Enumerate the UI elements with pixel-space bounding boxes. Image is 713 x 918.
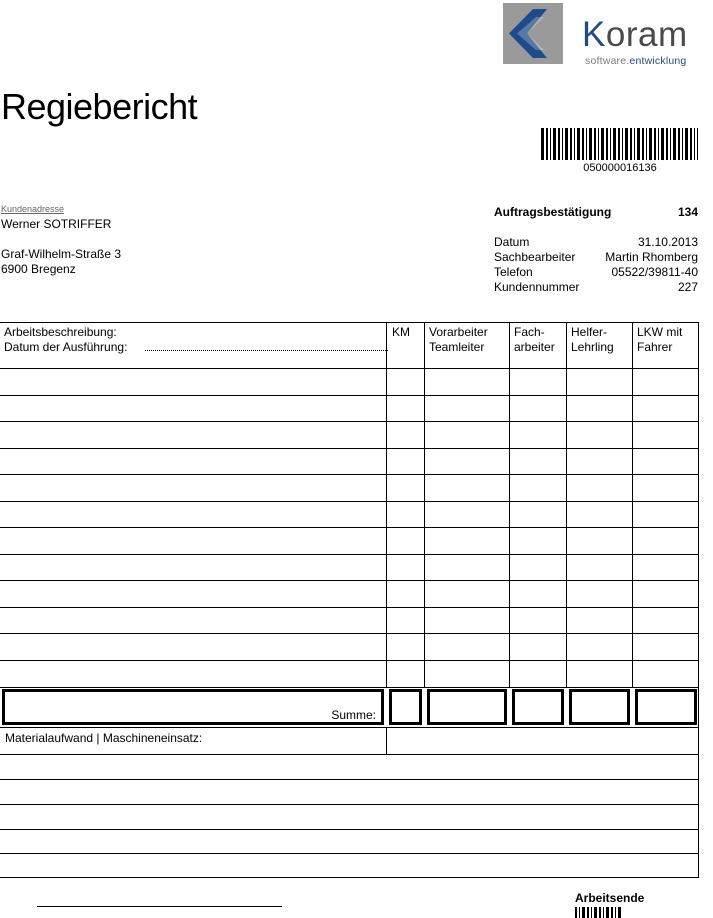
barcode-bar [577, 128, 580, 160]
info-label-date: Datum [494, 235, 530, 249]
header-truck-1: LKW mit [637, 325, 683, 339]
info-label-phone: Telefon [494, 265, 533, 279]
barcode-bar [646, 128, 647, 160]
header-foreman-1: Vorarbeiter [429, 325, 488, 339]
sum-label: Summe: [331, 708, 376, 722]
barcode-bar [601, 128, 604, 160]
barcode-bar [587, 907, 589, 918]
table-row-line [0, 421, 699, 422]
material-row-line [0, 779, 699, 780]
table-row-line [0, 448, 699, 449]
customer-address-label: Kundenadresse [1, 204, 65, 214]
barcode-bar [613, 128, 616, 160]
table-row-line [0, 633, 699, 634]
header-date: Datum der Ausführung: [4, 340, 128, 354]
barcode-number: 050000016136 [583, 162, 657, 174]
barcode-bar [682, 128, 683, 160]
barcode-bar [589, 128, 592, 160]
customer-name: Werner SOTRIFFER [1, 217, 112, 231]
barcode-bar [594, 128, 596, 160]
header-description: Arbeitsbeschreibung: [4, 325, 117, 339]
material-row-line [0, 829, 699, 830]
barcode-bar [611, 907, 613, 918]
barcode-bar [550, 128, 551, 160]
sum-row-top [0, 687, 699, 688]
barcode-bar [570, 128, 572, 160]
barcode-bar [558, 128, 560, 160]
logo-tagline: software.entwicklung [585, 55, 687, 67]
work-end-label: Arbeitsende [575, 891, 645, 905]
header-skilled-2: arbeiter [514, 340, 555, 354]
barcode-bar [594, 907, 597, 918]
barcode-bar [658, 128, 659, 160]
barcode-bar [541, 128, 544, 160]
sum-box-helper [569, 689, 630, 725]
barcode-bar [579, 907, 580, 918]
barcode-bar [654, 128, 656, 160]
barcode [541, 128, 698, 160]
barcode-bar [615, 907, 616, 918]
barcode-bar [599, 907, 601, 918]
barcode-bar [606, 128, 608, 160]
barcode-bar [697, 128, 698, 160]
header-km: KM [392, 325, 410, 339]
table-row-line [0, 660, 699, 661]
material-col-sep [386, 727, 387, 754]
material-row-line [0, 804, 699, 805]
barcode-bar [622, 128, 623, 160]
barcode-bar [637, 128, 640, 160]
table-row-line [0, 395, 699, 396]
barcode-bar [666, 128, 668, 160]
barcode-bar [575, 907, 577, 918]
material-label: Materialaufwand | Maschineneinsatz: [5, 731, 203, 745]
page-title: Regiebericht [1, 86, 198, 127]
barcode-bar [625, 128, 628, 160]
barcode-bar [598, 128, 599, 160]
barcode-bar [574, 128, 575, 160]
table-row-line [0, 474, 699, 475]
barcode-bar [603, 907, 604, 918]
barcode-bar [582, 907, 585, 918]
header-skilled-1: Fach- [514, 325, 545, 339]
barcode-bar [565, 128, 568, 160]
table-row-line [0, 527, 699, 528]
info-value-customer-number: 227 [677, 280, 698, 294]
barcode-bar [562, 128, 563, 160]
header-helper-1: Helfer- [571, 325, 608, 339]
barcode-bar [678, 128, 680, 160]
logo-mark [503, 3, 563, 64]
barcode-bar [670, 128, 671, 160]
info-value-phone: 05522/39811-40 [611, 265, 698, 279]
date-dotted-line [145, 350, 388, 351]
barcode-bar [661, 128, 664, 160]
table-row-line [0, 607, 699, 608]
customer-street: Graf-Wilhelm-Straße 3 [1, 247, 122, 261]
signature-line [37, 906, 282, 907]
barcode-bar [630, 128, 632, 160]
barcode-bar [618, 907, 621, 918]
sum-box-truck [635, 689, 697, 725]
table-right-border [698, 322, 699, 877]
sum-row-bottom [0, 727, 699, 728]
barcode-bar [553, 128, 556, 160]
table-row-line [0, 580, 699, 581]
barcode-bar [642, 128, 644, 160]
info-value-clerk: Martin Rhomberg [605, 250, 698, 264]
barcode-bar [694, 128, 695, 160]
barcode-bar [690, 128, 692, 160]
customer-city: 6900 Bregenz [1, 262, 76, 276]
barcode-bar [591, 907, 592, 918]
barcode-bar [546, 128, 548, 160]
info-label-customer-number: Kundennummer [494, 280, 580, 294]
sum-box-km [389, 689, 422, 725]
info-value-date: 31.10.2013 [637, 235, 698, 249]
material-row-line [0, 754, 699, 755]
header-foreman-2: Teamleiter [429, 340, 485, 354]
header-helper-2: Lehrling [571, 340, 614, 354]
barcode-bar [586, 128, 587, 160]
sum-box-skilled [512, 689, 564, 725]
barcode-bar [673, 128, 676, 160]
logo-chevron-icon [503, 3, 563, 64]
barcode-bar [634, 128, 635, 160]
order-number: 134 [677, 205, 698, 219]
order-confirmation-title: Auftragsbestätigung [494, 205, 612, 219]
material-row-line [0, 877, 699, 878]
table-top-border [0, 322, 699, 323]
barcode-bar [582, 128, 584, 160]
table-row-line [0, 501, 699, 502]
barcode-bar [685, 128, 688, 160]
header-truck-2: Fahrer [637, 340, 673, 354]
barcode-bar [649, 128, 652, 160]
material-row-line [0, 853, 699, 854]
info-label-clerk: Sachbearbeiter [494, 250, 576, 264]
table-header-border [0, 368, 699, 369]
logo-wordmark: Koram [582, 15, 688, 54]
barcode-bar [618, 128, 620, 160]
table-row-line [0, 554, 699, 555]
footer-barcode [575, 907, 623, 918]
barcode-bar [606, 907, 609, 918]
barcode-bar [610, 128, 611, 160]
sum-box-foreman [427, 689, 507, 725]
